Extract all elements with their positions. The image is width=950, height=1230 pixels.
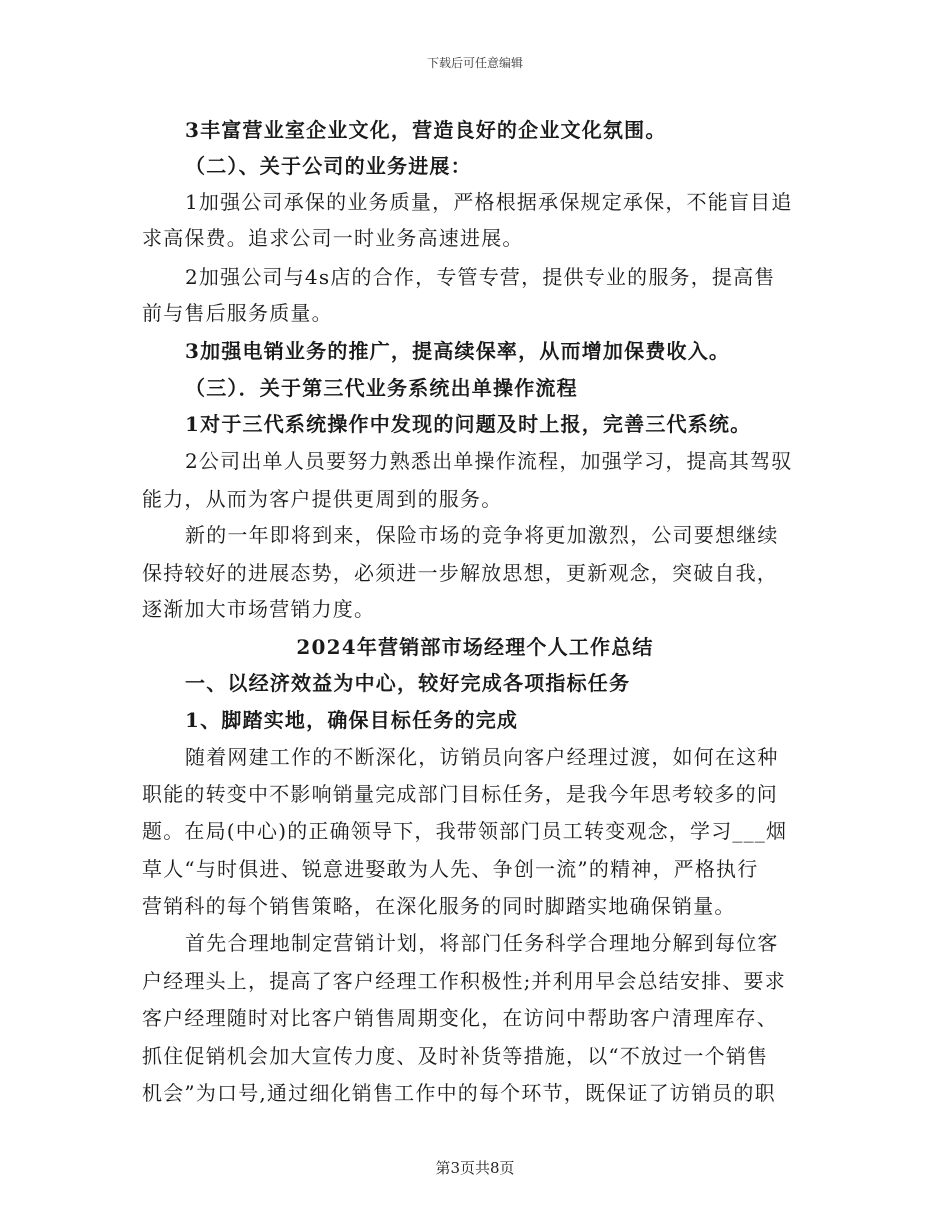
body-line: 随着网建工作的不断深化，访销员向客户经理过渡，如何在这种 <box>185 745 779 769</box>
body-line: 营销科的每个销售策略，在深化服务的同时脚踏实地确保销量。 <box>142 894 736 918</box>
page-footer: 第3页共8页 <box>435 1159 515 1177</box>
body-line: 1加强公司承保的业务质量，严格根据承保规定承保，不能盲目追 <box>185 190 793 214</box>
body-line: 保持较好的进展态势，必须进一步解放思想，更新观念，突破自我， <box>142 561 778 585</box>
subsection-heading: 1、脚踏实地，确保目标任务的完成 <box>185 708 519 732</box>
body-line: 逐渐加大市场营销力度。 <box>142 597 376 621</box>
body-line: 2加强公司与4s店的合作，专管专营，提供专业的服务，提高售 <box>185 265 776 289</box>
body-line: 能力，从而为客户提供更周到的服务。 <box>142 487 503 511</box>
body-line: 户经理头上，提高了客户经理工作积极性;并利用早会总结安排、要求 <box>142 969 786 993</box>
page-header: 下载后可任意编辑 <box>426 56 523 70</box>
body-line: 题。在局(中心)的正确领导下，我带领部门员工转变观念，学习___烟 <box>142 819 788 843</box>
body-line: 客户经理随时对比客户销售周期变化，在访问中帮助客户清理库存、 <box>142 1006 778 1030</box>
body-line: 3丰富营业室企业文化，营造良好的企业文化氛围。 <box>185 118 667 142</box>
body-line: 新的一年即将到来，保险市场的竞争将更加激烈，公司要想继续 <box>185 523 779 547</box>
section-heading: 一、以经济效益为中心，较好完成各项指标任务 <box>185 671 631 695</box>
body-line: 机会”为口号,通过细化销售工作中的每个环节，既保证了访销员的职 <box>142 1081 776 1105</box>
body-line: 求高保费。追求公司一时业务高速进展。 <box>142 226 524 250</box>
section-heading: （三）．关于第三代业务系统出单操作流程 <box>185 376 578 400</box>
body-line: 3加强电销业务的推广，提高续保率，从而增加保费收入。 <box>185 339 731 363</box>
body-line: 抓住促销机会加大宣传力度、及时补货等措施，以“不放过一个销售 <box>142 1044 769 1068</box>
body-line: 2公司出单人员要努力熟悉出单操作流程，加强学习，提高其驾驭 <box>185 449 793 473</box>
document-title: 2024年营销部市场经理个人工作总结 <box>296 635 654 659</box>
section-heading: （二）、关于公司的业务进展： <box>185 154 472 178</box>
body-line: 草人“与时俱进、锐意进娶敢为人先、争创一流”的精神，严格执行 <box>142 857 759 881</box>
body-line: 1对于三代系统操作中发现的问题及时上报，完善三代系统。 <box>185 412 752 436</box>
body-line: 前与售后服务质量。 <box>142 301 333 325</box>
body-line: 职能的转变中不影响销量完成部门目标任务，是我今年思考较多的问 <box>142 782 778 806</box>
body-line: 首先合理地制定营销计划，将部门任务科学合理地分解到每位客 <box>185 931 779 955</box>
